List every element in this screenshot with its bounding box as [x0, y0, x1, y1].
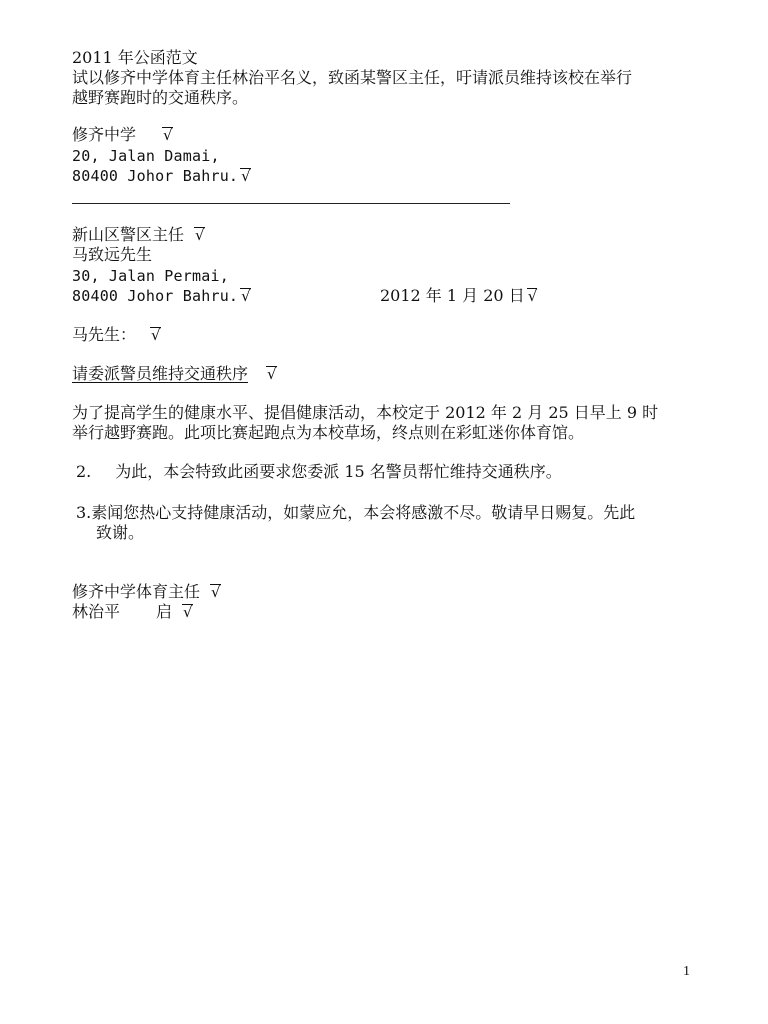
paragraph-2-number: 2. [76, 462, 92, 481]
recipient-title-line [72, 225, 205, 245]
document-title: 2011 年公函范文 [72, 48, 198, 67]
letter-date: 2012 年 1 月 20 日 [380, 286, 525, 305]
paragraph-3-line-1: 3.素闻您热心支持健康活动，如蒙应允，本会将感激不尽。敬请早日赐复。先此 [76, 503, 636, 522]
sender-city-line [72, 166, 251, 186]
check-mark-icon: √ [163, 126, 173, 144]
subject-line [72, 364, 277, 384]
check-mark-icon: √ [211, 583, 221, 601]
subject: 请委派警员维持交通秩序 [72, 364, 249, 383]
closing-name: 林治平 [72, 602, 121, 621]
closing-sign-off: 启 [156, 602, 173, 621]
closing-signature-line [72, 602, 193, 622]
separator-line [72, 203, 510, 204]
closing-title-line [72, 582, 221, 602]
recipient-city-line [72, 286, 251, 306]
paragraph-1-line-2: 举行越野赛跑。此项比赛起跑点为本校草场，终点则在彩虹迷你体育馆。 [72, 423, 585, 442]
recipient-city: 80400 Johor Bahru. [72, 287, 239, 305]
prompt-line-1: 试以修齐中学体育主任林治平名义，致函某警区主任，吁请派员维持该校在举行 [72, 68, 633, 87]
paragraph-3-line-2: 致谢。 [96, 523, 145, 542]
salutation-line [72, 325, 161, 345]
prompt-line-2: 越野赛跑时的交通秩序。 [72, 88, 249, 107]
check-mark-icon: √ [527, 287, 538, 305]
check-mark-icon: √ [183, 603, 193, 621]
paragraph-2 [76, 462, 562, 482]
paragraph-1-line-1: 为了提高学生的健康水平、提倡健康活动，本校定于 2012 年 2 月 25 日早上 9 时 [72, 403, 659, 422]
salutation: 马先生： [72, 325, 137, 344]
check-mark-icon: √ [267, 365, 277, 383]
sender-name: 修齐中学 [72, 125, 137, 144]
check-mark-icon: √ [241, 167, 251, 185]
sender-name-line [72, 125, 173, 145]
recipient-title: 新山区警区主任 [72, 225, 185, 244]
letter-date-line [380, 286, 537, 306]
recipient-street: 30, Jalan Permai, [72, 267, 229, 285]
check-mark-icon: √ [151, 326, 161, 344]
paragraph-2-text: 为此，本会特致此函要求您委派 15 名警员帮忙维持交通秩序。 [115, 462, 562, 481]
page-number: 1 [683, 964, 690, 979]
check-mark-icon: √ [195, 226, 205, 244]
closing-title: 修齐中学体育主任 [72, 582, 201, 601]
sender-city: 80400 Johor Bahru. [72, 167, 239, 185]
recipient-name: 马致远先生 [72, 245, 153, 264]
check-mark-icon: √ [241, 287, 251, 305]
sender-street: 20, Jalan Damai, [72, 147, 220, 165]
